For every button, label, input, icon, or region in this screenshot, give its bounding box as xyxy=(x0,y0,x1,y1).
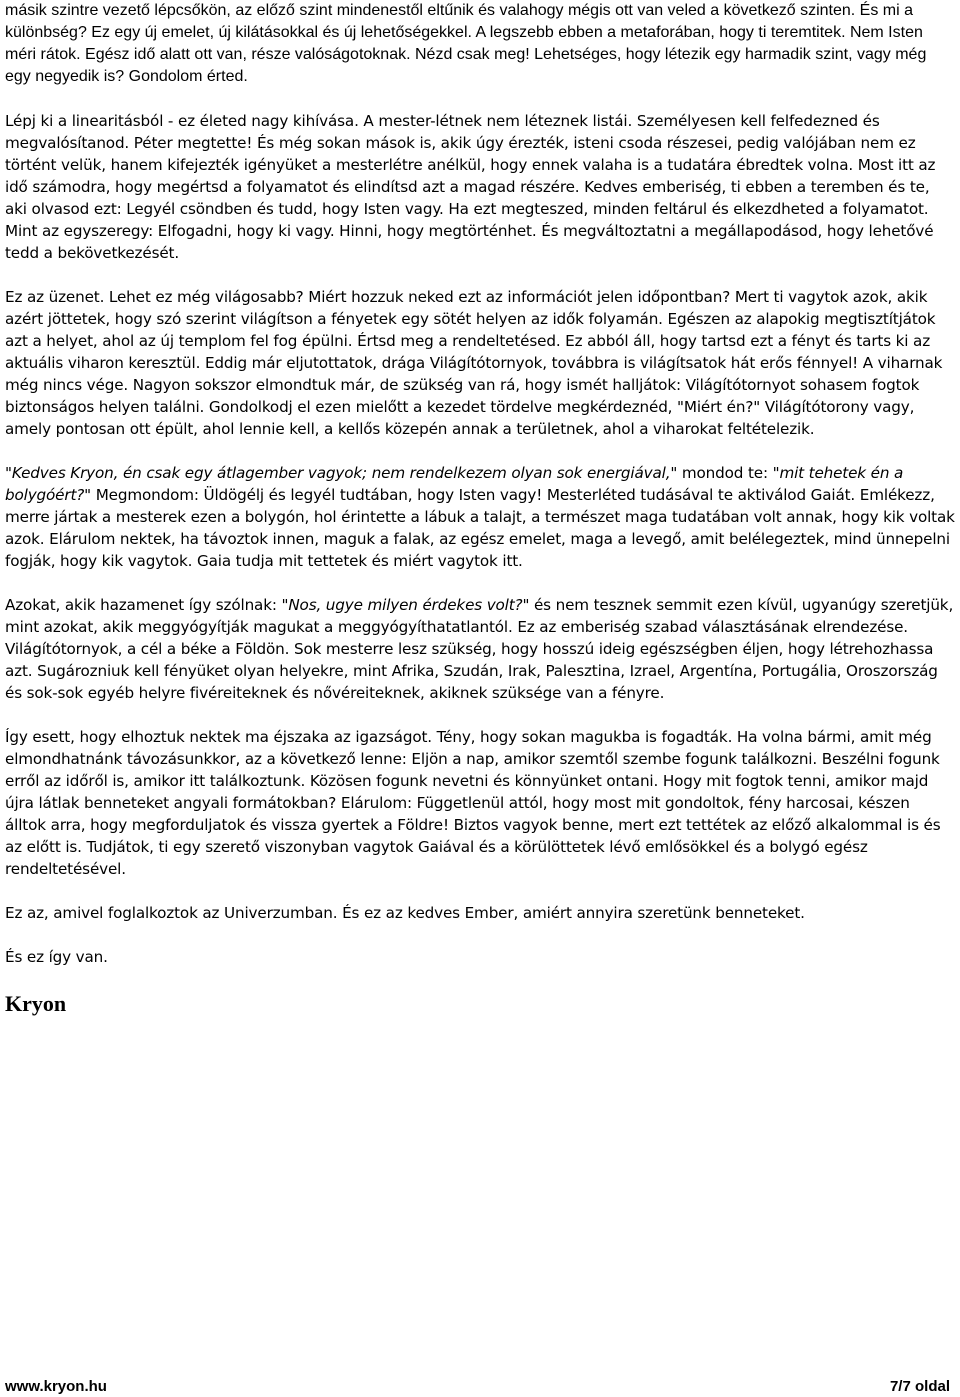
footer-page-number: 7/7 oldal xyxy=(889,1378,950,1395)
paragraph-universe: Ez az, amivel foglalkoztok az Univerzumban. És ez az kedves Ember, amiért annyira szeretünk benneteket. xyxy=(5,904,805,922)
paragraph-so-be-it: És ez így van. xyxy=(5,948,108,966)
paragraph-truth: Így esett, hogy elhoztuk nektek ma éjszaka az igazságot. Tény, hogy sokan magukba is fogadták. Ha volna bármi, amit még elmondhatnánk távozásunkkor, az a következő lenne: Eljön a nap, amikor szemtől szembe fogunk találkozni. Beszélni fogunk erről az időről is, amikor itt találkoztunk. Közösen fogunk nevetni és könnyünket ontani. Hogy mit fogtok tenni, amikor majd újra látlak benneteket angyali formátokban? Elárulom: Függetlenül attól, hogy most mit gondoltok, fény harcosai, készen álltok arra, hogy megforduljatok és vissza gyertek a Földre! Biztos vagyok benne, mert ezt tettétek az előző alkalommal is és az előtt is. Tudjátok, ti egy szerető viszonyban vagytok Gaiával és a körülöttetek lévő emlősökkel és a bolygó egész rendeltetésével. xyxy=(5,728,941,878)
quote-average-human: "Kedves Kryon, én csak egy átlagember vagyok; nem rendelkezem olyan sok energiával," xyxy=(5,464,678,482)
footer-website: www.kryon.hu xyxy=(5,1378,107,1395)
paragraph-message: Ez az üzenet. Lehet ez még világosabb? Miért hozzuk neked ezt az információt jelen időpontban? Mert ti vagytok azok, akik azért jöttetek, hogy szó szerint világítson a fényetek egy sötét helyen az idők folyamán. Egészen az alapokig megtisztítjátok azt a helyet, ahol az új templom fel fog épülni. Értsd meg a rendeltetésed. Ez abból áll, hogy tartsd ezt a fényt és tarts ki az aktuális viharon keresztül. Eddig már eljutottatok, drága Világítótornyok, továbbra is világítsatok hát erős fénnyel! A viharnak még nincs vége. Nagyon sokszor elmondtuk már, de szükség van rá, hogy ismét halljátok: Világítótornyot sohasem fogtok biztonságos helyen találni. Gondolkodj el ezen mielőtt a kezedet tördelve megkérdeznéd, "Miért én?" Világítótorony vagy, amely pontosan ott épült, ahol lennie kell, a kellős közepén annak a területnek, ahol a viharokat feltételezik. xyxy=(5,288,943,438)
paragraph-linearity: Lépj ki a linearitásból - ez életed nagy kihívása. A mester-létnek nem léteznek listái. Személyesen kell felfedezned és megvalósítanod. Péter megtette! És még sokan mások is, akik úgy érezték, isteni csoda részesei, pedig valójában nem ez történt velük, hanem kifejezték igényüket a mesterlétre anélkül, hogy ennek valaha is a tudatára ébredtek volna. Most itt az idő számodra, hogy megértsd a folyamatot és elindítsd azt a magad részére. Kedves emberiség, ti ebben a teremben és te, aki olvasod ezt: Legyél csöndben és tudd, hogy Isten vagy. Ha ezt megteszed, minden feltárul és elkezdheted a folyamatot. Mint az egyszeregy: Elfogadni, hogy ki vagy. Hinni, hogy megtörténhet. És megváltoztatni a megállapodásod, hogy lehetővé tedd a bekövetkezését. xyxy=(5,112,936,262)
signature: Kryon xyxy=(5,991,67,1016)
quote-what-can-i-do: "mit tehetek én a bolygóért?" xyxy=(5,464,904,504)
intro-paragraph: másik szintre vezető lépcsőkön, az előző szint mindenestől eltűnik és valahogy mégis ott van veled a következő szinten. És mi a különbség? Ez egy új emelet, új kilátásokkal és új lehetőségekkel. A legszebb ebben a metaforában, hogy ti teremtitek. Nem Isten méri rátok. Egész idő alatt ott van, része valóságotoknak. Nézd csak meg! Lehetséges, hogy létezik egy harmadik szint, vagy még egy negyedik is? Gondolom érted. xyxy=(5,2,927,85)
text-peace: és nem tesznek semmit ezen kívül, ugyanúgy szeretjük, mint azokat, akik meggyógyítják magukat a meggyógyíthatatlantól. Ez az emberiség szabad választásának elrendezése. Világítótornyok, a cél a béke a Földön. Sok mesterre lesz szükség, hogy hosszú ideig egészségben éljen, hogy létrehozhassa azt. Sugározniuk kell fényüket olyan helyekre, mint Afrika, Szudán, Irak, Palesztina, Izrael, Argentína, Portugália, Oroszország és sok-sok egyéb helyre fivéreiteknek és nővéreiteknek, akiknek szüksége van a fényre. xyxy=(5,596,954,702)
document-page xyxy=(5,0,955,1018)
text-those-who: Azokat, akik hazamenet így szólnak: xyxy=(5,596,282,614)
text-you-say: mondod te: xyxy=(677,464,773,482)
paragraph-average-human xyxy=(5,462,955,572)
paragraph-free-choice xyxy=(5,594,955,704)
quote-interesting: "Nos, ugye milyen érdekes volt?" xyxy=(281,596,530,614)
text-answer: Megmondom: Üldögélj és legyél tudtában, hogy Isten vagy! Mesterléted tudásával te aktiválod Gaiát. Emlékezz, merre jártak a mesterek ezen a bolygón, hol érintette a lábuk a talajt, a természet maga tudatában volt annak, hogy kik voltak azok. Elárulom nektek, ha távoztok innen, maguk a falak, az egész emelet, maga a levegő, amit belélegeztek, mind ünnepelni fogják, hogy kik vagytok. Gaia tudja mit tettetek és miért vagytok itt. xyxy=(5,486,955,570)
